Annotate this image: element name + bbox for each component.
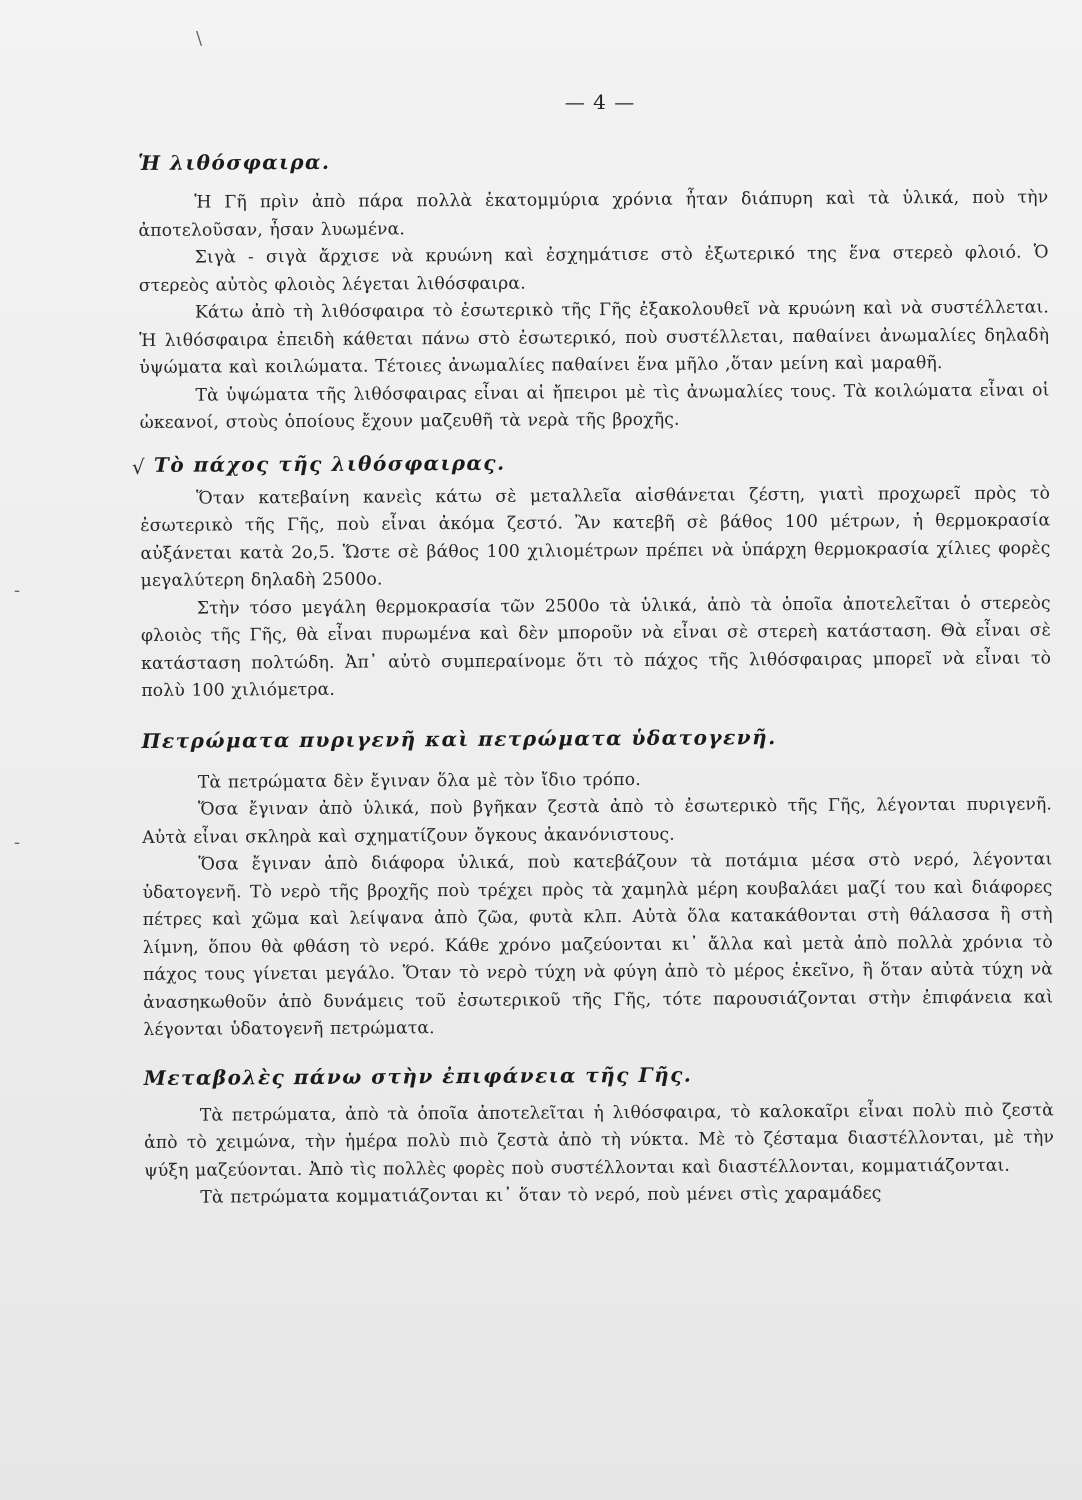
paragraph: Κάτω ἀπὸ τὴ λιθόσφαιρα τὸ ἐσωτερικὸ τῆς Γῆς ἐξακολουθεῖ νὰ κρυώνη καὶ νὰ συστέλλεται. Ἡ λιθόσφαιρα ἐπειδὴ κάθεται πάνω στὸ ἐσωτερικό, ποὺ συστέλλεται, παθαίνει ἀνωμαλίες δηλαδὴ ὑψώματα καὶ κοιλώματα. Τέτοιες ἀνωμαλίες παθαίνει ἕνα μῆλο ,ὅταν μείνη καὶ μαραθῆ. (139, 297, 1050, 378)
section-heading: Ἡ λιθόσφαιρα. (138, 149, 331, 175)
paragraph: Τὰ πετρώματα, ἀπὸ τὰ ὁποῖα ἀποτελεῖται ἡ λιθόσφαιρα, τὸ καλοκαῖρι εἶναι πολὺ πιὸ ζεστὰ ἀπὸ τὸ χειμώνα, τὴν ἡμέρα πολὺ πιὸ ζεστὰ ἀπὸ τὴ νύκτα. Μὲ τὸ ζέσταμα διαστέλλονται, μὲ τὴν ψύξη μαζεύονται. Ἀπὸ τὶς πολλὲς φορὲς ποὺ συστέλλονται καὶ διαστέλλονται, κομματιάζονται. (144, 1099, 1055, 1181)
paragraph: Τὰ πετρώματα δὲν ἔγιναν ὅλα μὲ τὸν ἴδιο τρόπο. (197, 769, 641, 793)
section-lithosphere-thickness (131, 446, 1052, 706)
section-heading: Πετρώματα πυριγενῆ καὶ πετρώματα ὑδατογενῆ. (141, 724, 777, 753)
section-surface-changes (144, 1059, 1055, 1213)
margin-dash-mark: - (14, 580, 21, 601)
paragraph: Ὅσα ἔγιναν ἀπὸ διάφορα ὑλικά, ποὺ κατεβάζουν τὰ ποτάμια μέσα στὸ νερό, λέγονται ὑδατογενῆ. Τὸ νερὸ τῆς βροχῆς ποὺ τρέχει πρὸς τὰ χαμηλὰ μέρη κουβαλάει μαζί του καὶ διάφορες πέτρες καὶ χῶμα καὶ λείψανα ἀπὸ ζῶα, φυτὰ κλπ. Αὐτὰ ὅλα κατακάθονται στὴ θάλασσα ἢ στὴ λίμνη, ὅπου θὰ φθάση τὸ νερό. Κάθε χρόνο μαζεύονται κι᾿ ἄλλα καὶ μετὰ ἀπὸ πολλὰ χρόνια τὸ πάχος τους γίνεται μεγάλο. Ὅταν τὸ νερὸ τύχη νὰ φύγη ἀπὸ τὸ μέρος ἐκεῖνο, ἢ ὅταν αὐτὰ τύχη νὰ ἀνασηκωθοῦν ἀπὸ δυνάμεις τοῦ ἐσωτερικοῦ τῆς Γῆς, τότε παρουσιάζονται στὴν ἐπιφάνεια καὶ λέγονται ὑδατογενῆ πετρώματα. (142, 849, 1054, 1040)
section-heading: Τὸ πάχος τῆς λιθόσφαιρας. (153, 450, 506, 477)
page-number: — 4 — (564, 90, 636, 114)
margin-stroke-mark: \ (196, 28, 203, 49)
page-content (131, 144, 1055, 1212)
section-rock-types (142, 722, 1054, 1045)
section-heading: Μεταβολὲς πάνω στὴν ἐπιφάνεια τῆς Γῆς. (143, 1062, 693, 1090)
checkmark-icon: √ (131, 454, 145, 479)
section-lithosphere (138, 144, 1050, 437)
paragraph: Τὰ πετρώματα κομματιάζονται κι᾿ ὅταν τὸ νερό, ποὺ μένει στὶς χαραμάδες (200, 1183, 882, 1208)
paragraph: Σιγὰ - σιγὰ ἄρχισε νὰ κρυώνη καὶ ἐσχημάτισε στὸ ἐξωτερικό της ἕνα στερεὸ φλοιό. Ὁ στερεὸς αὐτὸς φλοιὸς λέγεται λιθόσφαιρα. (138, 242, 1049, 296)
paragraph: Ἡ Γῆ πρὶν ἀπὸ πάρα πολλὰ ἑκατομμύρια χρόνια ἦταν διάπυρη καὶ τὰ ὑλικά, ποὺ τὴν ἀποτελοῦσαν, ἦσαν λυωμένα. (138, 187, 1049, 241)
paragraph: Στὴν τόσο μεγάλη θερμοκρασία τῶν 2500ο τὰ ὑλικά, ἀπὸ τὰ ὁποῖα ἀποτελεῖται ὁ στερεὸς φλοιὸς τῆς Γῆς, θὰ εἶναι πυρωμένα καὶ δὲν μποροῦν νὰ εἶναι σὲ στερεὴ κατάσταση. Θὰ εἶναι σὲ κατάσταση πολτώδη. Ἀπ᾿ αὐτὸ συμπεραίνομε ὅτι τὸ πάχος τῆς λιθόσφαιρας μπορεῖ νὰ εἶναι τὸ πολὺ 100 χιλιόμετρα. (140, 592, 1052, 701)
paragraph: Τὰ ὑψώματα τῆς λιθόσφαιρας εἶναι αἱ ἤπειροι μὲ τὶς ἀνωμαλίες τους. Τὰ κοιλώματα εἶναι οἱ ὠκεανοί, στοὺς ὁποίους ἔχουν μαζευθῆ τὰ νερὰ τῆς βροχῆς. (139, 379, 1050, 433)
margin-dash-mark: - (14, 832, 21, 853)
paragraph: Ὅσα ἔγιναν ἀπὸ ὑλικά, ποὺ βγῆκαν ζεστὰ ἀπὸ τὸ ἐσωτερικὸ τῆς Γῆς, λέγονται πυριγενῆ. Αὐτὰ εἶναι σκληρὰ καὶ σχηματίζουν ὄγκους ἀκανόνιστους. (142, 794, 1053, 848)
paragraph: Ὅταν κατεβαίνη κανεὶς κάτω σὲ μεταλλεῖα αἰσθάνεται ζέστη, γιατὶ προχωρεῖ πρὸς τὸ ἐσωτερικὸ τῆς Γῆς, ποὺ εἶναι ἀκόμα ζεστό. Ἂν κατεβῆ σὲ βάθος 100 μέτρων, ἡ θερμοκρασία αὐξάνεται κατὰ 2ο,5. Ὥστε σὲ βάθος 100 χιλιομέτρων πρέπει νὰ ὑπάρχη θερμοκρασία χίλιες φορὲς μεγαλύτερη δηλαδὴ 2500ο. (140, 482, 1051, 591)
